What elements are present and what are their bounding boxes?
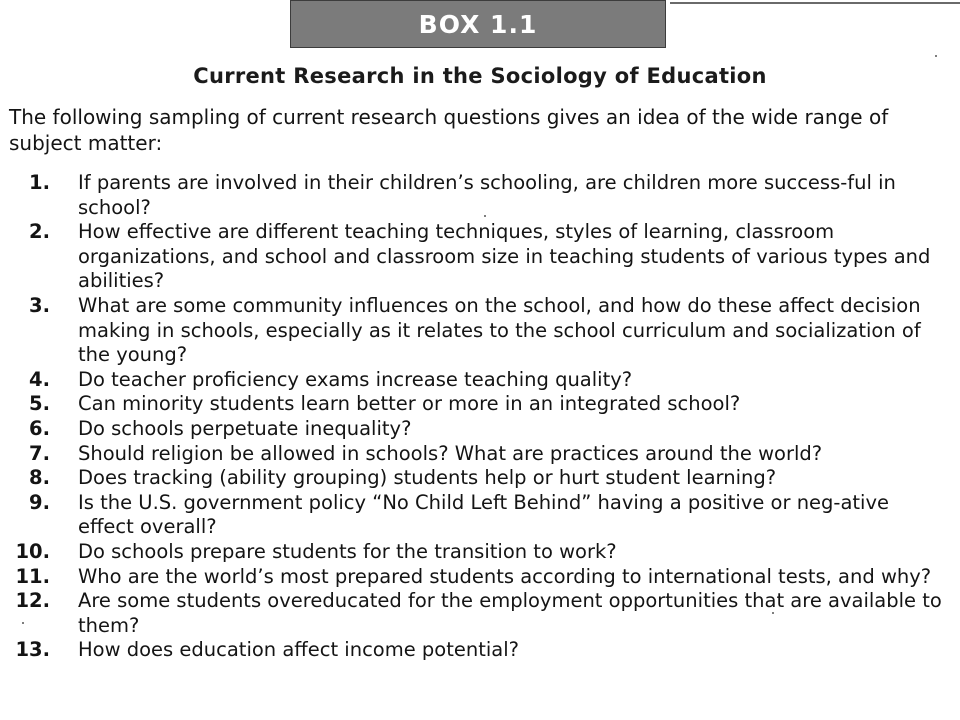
question-item (0, 638, 960, 663)
question-number: 8. (29, 466, 50, 490)
question-text: Do schools perpetuate inequality? (78, 416, 412, 440)
question-item (0, 368, 960, 393)
question-number: 2. (29, 220, 50, 244)
question-number: 12. (15, 589, 50, 613)
question-number: 7. (29, 441, 50, 465)
question-item (0, 491, 960, 540)
question-item (0, 417, 960, 442)
box-title: Current Research in the Sociology of Education (193, 64, 767, 88)
scan-speck (22, 622, 24, 624)
question-text: Should religion be allowed in schools? What are practices around the world? (78, 441, 823, 465)
question-number: 13. (15, 638, 50, 662)
question-text: Do schools prepare students for the transition to work? (78, 539, 617, 563)
question-text: Who are the world’s most prepared students according to international tests, and why? (78, 564, 932, 588)
question-number: 6. (29, 416, 50, 440)
question-number: 10. (15, 539, 50, 563)
question-number: 3. (29, 293, 50, 317)
question-text: What are some community influences on the school, and how do these affect decision making in schools, especially as it relates to the school curriculum and socialization of the young? (78, 293, 921, 367)
scan-speck (935, 55, 937, 57)
question-text: How effective are different teaching techniques, styles of learning, classroom organizations, and school and classroom size in teaching students of various types and abilities? (78, 220, 931, 293)
question-number: 1. (29, 171, 50, 194)
scan-speck (484, 215, 486, 217)
question-number: 4. (29, 367, 50, 391)
question-text: How does education affect income potential? (78, 638, 520, 662)
question-text: Does tracking (ability grouping) students help or hurt student learning? (78, 466, 777, 490)
question-number: 5. (29, 392, 50, 416)
question-list (0, 171, 960, 663)
question-number: 9. (29, 490, 50, 514)
question-item (0, 294, 960, 368)
box-label-text: BOX 1.1 (418, 9, 538, 39)
question-text: Do teacher proficiency exams increase teaching quality? (78, 367, 633, 391)
box-label (290, 0, 666, 48)
question-text: Is the U.S. government policy “No Child Left Behind” having a positive or neg-ative effect overall? (78, 490, 890, 539)
question-item (0, 565, 960, 590)
question-number: 11. (15, 564, 50, 588)
question-item (0, 466, 960, 491)
question-item (0, 392, 960, 417)
question-item (0, 442, 960, 467)
question-item (0, 171, 960, 220)
question-text: Can minority students learn better or more in an integrated school? (78, 392, 741, 416)
scan-speck (772, 612, 774, 614)
question-item (0, 220, 960, 294)
question-text: If parents are involved in their children’s schooling, are children more success-ful in school? (78, 171, 896, 219)
question-text: Are some students overeducated for the employment opportunities that are available to them? (78, 589, 942, 637)
top-rule (670, 2, 960, 4)
question-item (0, 589, 960, 638)
question-item (0, 540, 960, 565)
intro-paragraph: The following sampling of current research questions gives an idea of the wide range of subject matter: (9, 105, 889, 155)
